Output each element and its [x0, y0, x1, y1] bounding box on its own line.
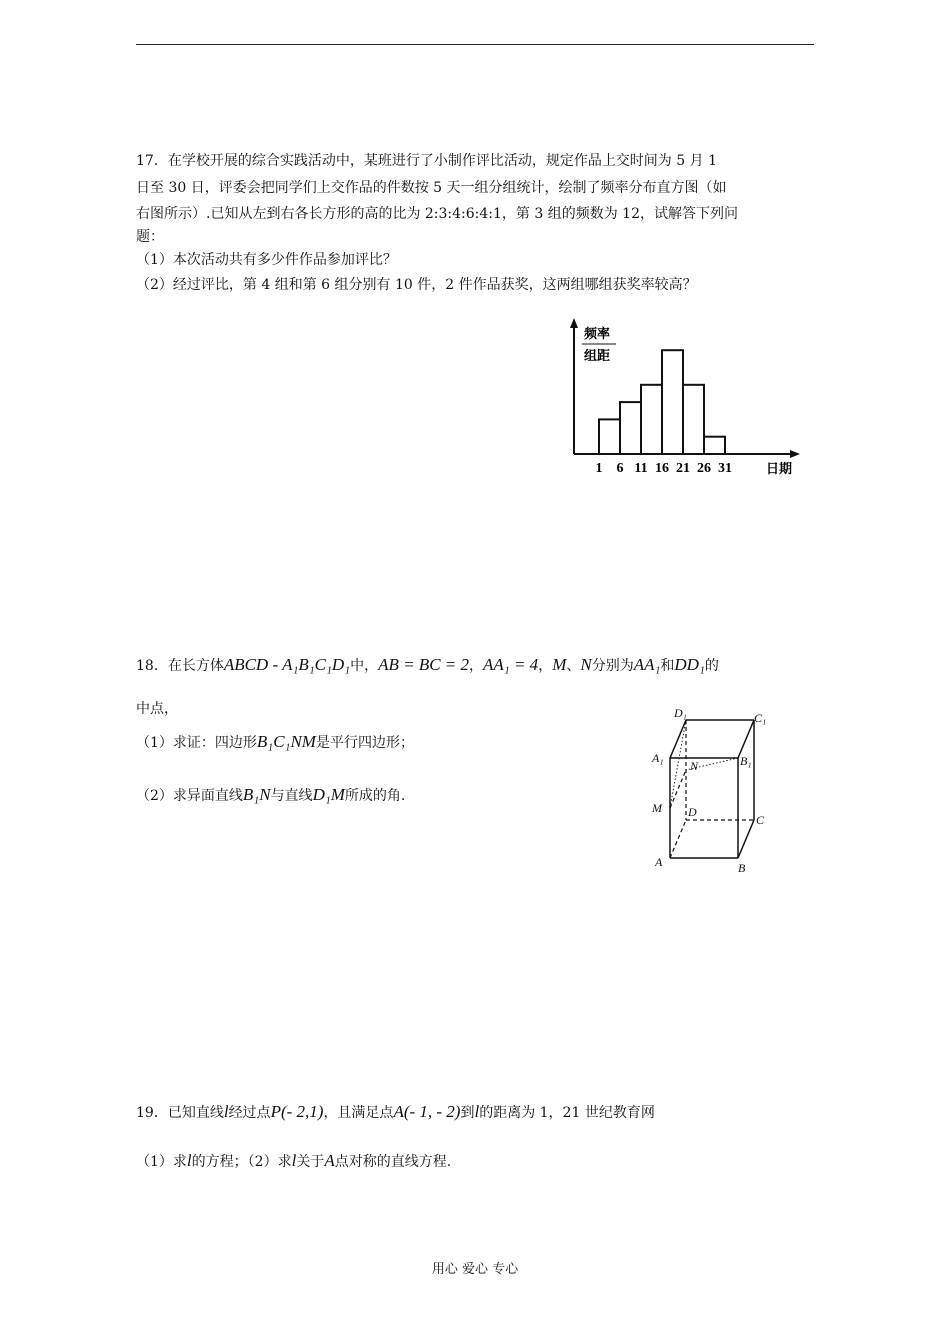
q19-distance: 的距离为 1，21 世纪教育网 [479, 1105, 655, 1121]
histogram-bar-4 [662, 350, 683, 454]
frequency-histogram [560, 312, 810, 482]
q18-sub2-mid: 与直线 [270, 788, 313, 804]
q17-sub-2: （2）经过评比，第 4 组和第 6 组分别有 10 件，2 件作品获奖，这两组哪组获奖率较高？ [136, 277, 697, 293]
q19-to: 到 [460, 1105, 475, 1121]
q18-eq-ab-bc: AB = BC = 2 [378, 655, 470, 674]
q19-line-l-2: l [474, 1102, 480, 1121]
label-m: M [652, 801, 662, 815]
q18-point-m: M [552, 655, 567, 674]
histogram-bar-1 [599, 419, 620, 454]
q17-line-4: 题： [136, 229, 164, 245]
q19-sub2-end: 点对称的直线方程. [334, 1154, 452, 1170]
q17-sub-1: （1）本次活动共有多少件作品参加评比？ [136, 252, 397, 268]
histogram-bar-6 [704, 437, 725, 454]
q18-point-n: N [580, 655, 592, 674]
q18-sub2-text: （2）求异面直线 [136, 788, 243, 804]
q18-he: 和 [660, 658, 675, 674]
segment-d1m-dotted [670, 720, 686, 808]
q19-about: 关于 [296, 1154, 325, 1170]
q19-sub1-end: 的方程；（2）求 [191, 1154, 292, 1170]
q18-sep-1: ， [469, 658, 484, 674]
q19-line-l-3: l [186, 1151, 192, 1170]
q19-point-a: A(- 1, - 2) [393, 1102, 461, 1121]
edge-bc [738, 820, 754, 858]
q18-line-b1n: B₁N [242, 785, 271, 804]
histogram-tick-11: 11 [634, 461, 648, 476]
histogram-bar-5 [683, 385, 704, 454]
q18-quad-name: B₁C₁NM [256, 732, 316, 751]
q18-box-name: ABCD - A₁B₁C₁D₁ [223, 655, 351, 674]
label-n: N [690, 759, 699, 773]
histogram-bar-3 [641, 385, 662, 454]
q17-line-3: 右图所示）.已知从左到右各长方形的高的比为 2:3:4:6:4:1，第 3 组的频数为 12，试解答下列问 [136, 206, 738, 222]
q18-sub2-end: 所成的角. [344, 788, 406, 804]
q18-sub1-end: 是平行四边形； [315, 735, 414, 751]
segment-mn-hidden [670, 770, 686, 808]
label-c: C [756, 813, 765, 827]
edge-c1b1 [738, 720, 754, 758]
histogram-bars [599, 350, 725, 454]
histogram-tick-16: 16 [655, 461, 669, 476]
q18-line-1 [136, 654, 719, 677]
q17-line-2: 日至 30 日，评委会把同学们上交作品的件数按 5 天一组分组统计，绘制了频率分布直方图（如 [136, 180, 727, 196]
q18-sub-1 [136, 731, 414, 754]
q18-zhong: 中， [350, 658, 379, 674]
q19-line-l: l [223, 1102, 229, 1121]
histogram-tick-1: 1 [595, 461, 603, 476]
label-c1: C₁ [754, 711, 767, 725]
q18-line-2: 中点， [136, 701, 178, 717]
cuboid-figure [646, 700, 776, 885]
q19-sub1-text: （1）求 [136, 1154, 187, 1170]
label-b: B [738, 861, 746, 875]
q19-passes: 经过点 [228, 1105, 271, 1121]
histogram-tick-21: 21 [676, 461, 690, 476]
histogram-tick-26: 26 [697, 461, 711, 476]
q19-point-a-2: A [324, 1151, 335, 1170]
label-b1: B₁ [740, 754, 752, 768]
label-d: D [688, 805, 697, 819]
q19-intro: 19．已知直线 [136, 1105, 224, 1121]
q18-dun: 、 [566, 658, 581, 674]
x-axis-label: 日期 [766, 461, 793, 476]
label-a1: A₁ [652, 751, 664, 765]
q18-intro: 18．在长方体 [136, 658, 224, 674]
histogram-bar-2 [620, 402, 641, 454]
q18-de: 的 [704, 658, 719, 674]
q17-line-1: 17．在学校开展的综合实践活动中，某班进行了小制作评比活动，规定作品上交时间为 5 月 1 [136, 153, 717, 169]
q18-fenbie: 分别为 [591, 658, 634, 674]
q19-point-p: P(- 2,1) [270, 1102, 324, 1121]
y-label-top: 频率 [584, 326, 611, 341]
edge-ad-hidden [670, 820, 686, 858]
histogram-tick-6: 6 [616, 461, 624, 476]
q19-line-2 [136, 1150, 451, 1173]
q18-line-d1m: D₁M [312, 785, 345, 804]
label-a: A [655, 855, 663, 869]
q18-edge-dd1: DD₁ [674, 655, 705, 674]
q19-satisfy: ，且满足点 [323, 1105, 394, 1121]
label-d1: D₁ [674, 706, 687, 720]
page-footer: 用心 爱心 专心 [431, 1262, 519, 1277]
edge-d1a1 [670, 720, 686, 758]
q19-line-l-4: l [291, 1151, 297, 1170]
y-axis-arrow [570, 318, 578, 328]
y-label-bottom: 组距 [584, 348, 611, 363]
header-rule [136, 44, 814, 45]
q19-line-1 [136, 1101, 655, 1124]
q18-sep-2: ， [538, 658, 553, 674]
q18-edge-aa1: AA₁ [633, 655, 661, 674]
q18-eq-aa1: AA₁ = 4 [483, 655, 539, 674]
histogram-tick-31: 31 [718, 461, 732, 476]
q18-sub-2 [136, 784, 405, 807]
q18-sub1-text: （1）求证：四边形 [136, 735, 257, 751]
x-axis-arrow [790, 450, 800, 458]
histogram-ticks [596, 461, 733, 476]
